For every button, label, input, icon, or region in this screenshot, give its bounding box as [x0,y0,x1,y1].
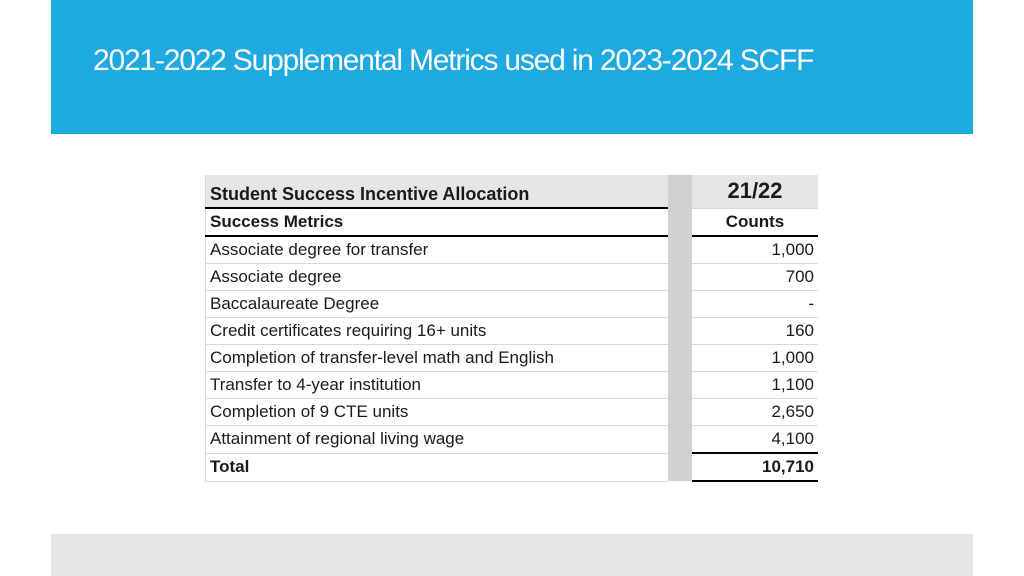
table-header-year: 21/22 [692,175,818,208]
title-band [51,0,973,134]
divider-column [668,236,692,264]
divider-column [668,264,692,291]
subheader-counts-label: Counts [692,208,818,236]
slide-title: 2021-2022 Supplemental Metrics used in 2023-2024 SCFF [93,44,814,77]
table-header-row [206,175,819,208]
divider-column [668,318,692,345]
table-row [206,291,819,318]
divider-column [668,372,692,399]
divider-column [668,175,692,208]
metric-count: 1,100 [692,372,818,399]
table-header-label: Student Success Incentive Allocation [206,175,669,208]
metric-count: 4,100 [692,426,818,454]
metric-label: Attainment of regional living wage [206,426,669,454]
divider-column [668,291,692,318]
table-subheader-row [206,208,819,236]
divider-column [668,426,692,454]
metric-count: 160 [692,318,818,345]
total-count: 10,710 [692,453,818,481]
table-row [206,318,819,345]
divider-column [668,399,692,426]
metric-label: Credit certificates requiring 16+ units [206,318,669,345]
footer-band [51,534,973,576]
metric-label: Completion of 9 CTE units [206,399,669,426]
metric-label: Completion of transfer-level math and English [206,345,669,372]
metric-label: Transfer to 4-year institution [206,372,669,399]
table-row [206,345,819,372]
table-row [206,426,819,454]
divider-column [668,345,692,372]
table-row [206,399,819,426]
subheader-metrics-label: Success Metrics [206,208,669,236]
total-row [206,453,819,481]
metric-count: 1,000 [692,236,818,264]
table-row [206,264,819,291]
table-row [206,372,819,399]
metric-label: Baccalaureate Degree [206,291,669,318]
metric-count: 2,650 [692,399,818,426]
metric-count: 1,000 [692,345,818,372]
metric-label: Associate degree for transfer [206,236,669,264]
divider-column [668,453,692,481]
metrics-table [205,175,818,482]
total-label: Total [206,453,669,481]
metric-count: 700 [692,264,818,291]
divider-column [668,208,692,236]
metric-count: - [692,291,818,318]
table-row [206,236,819,264]
metric-label: Associate degree [206,264,669,291]
